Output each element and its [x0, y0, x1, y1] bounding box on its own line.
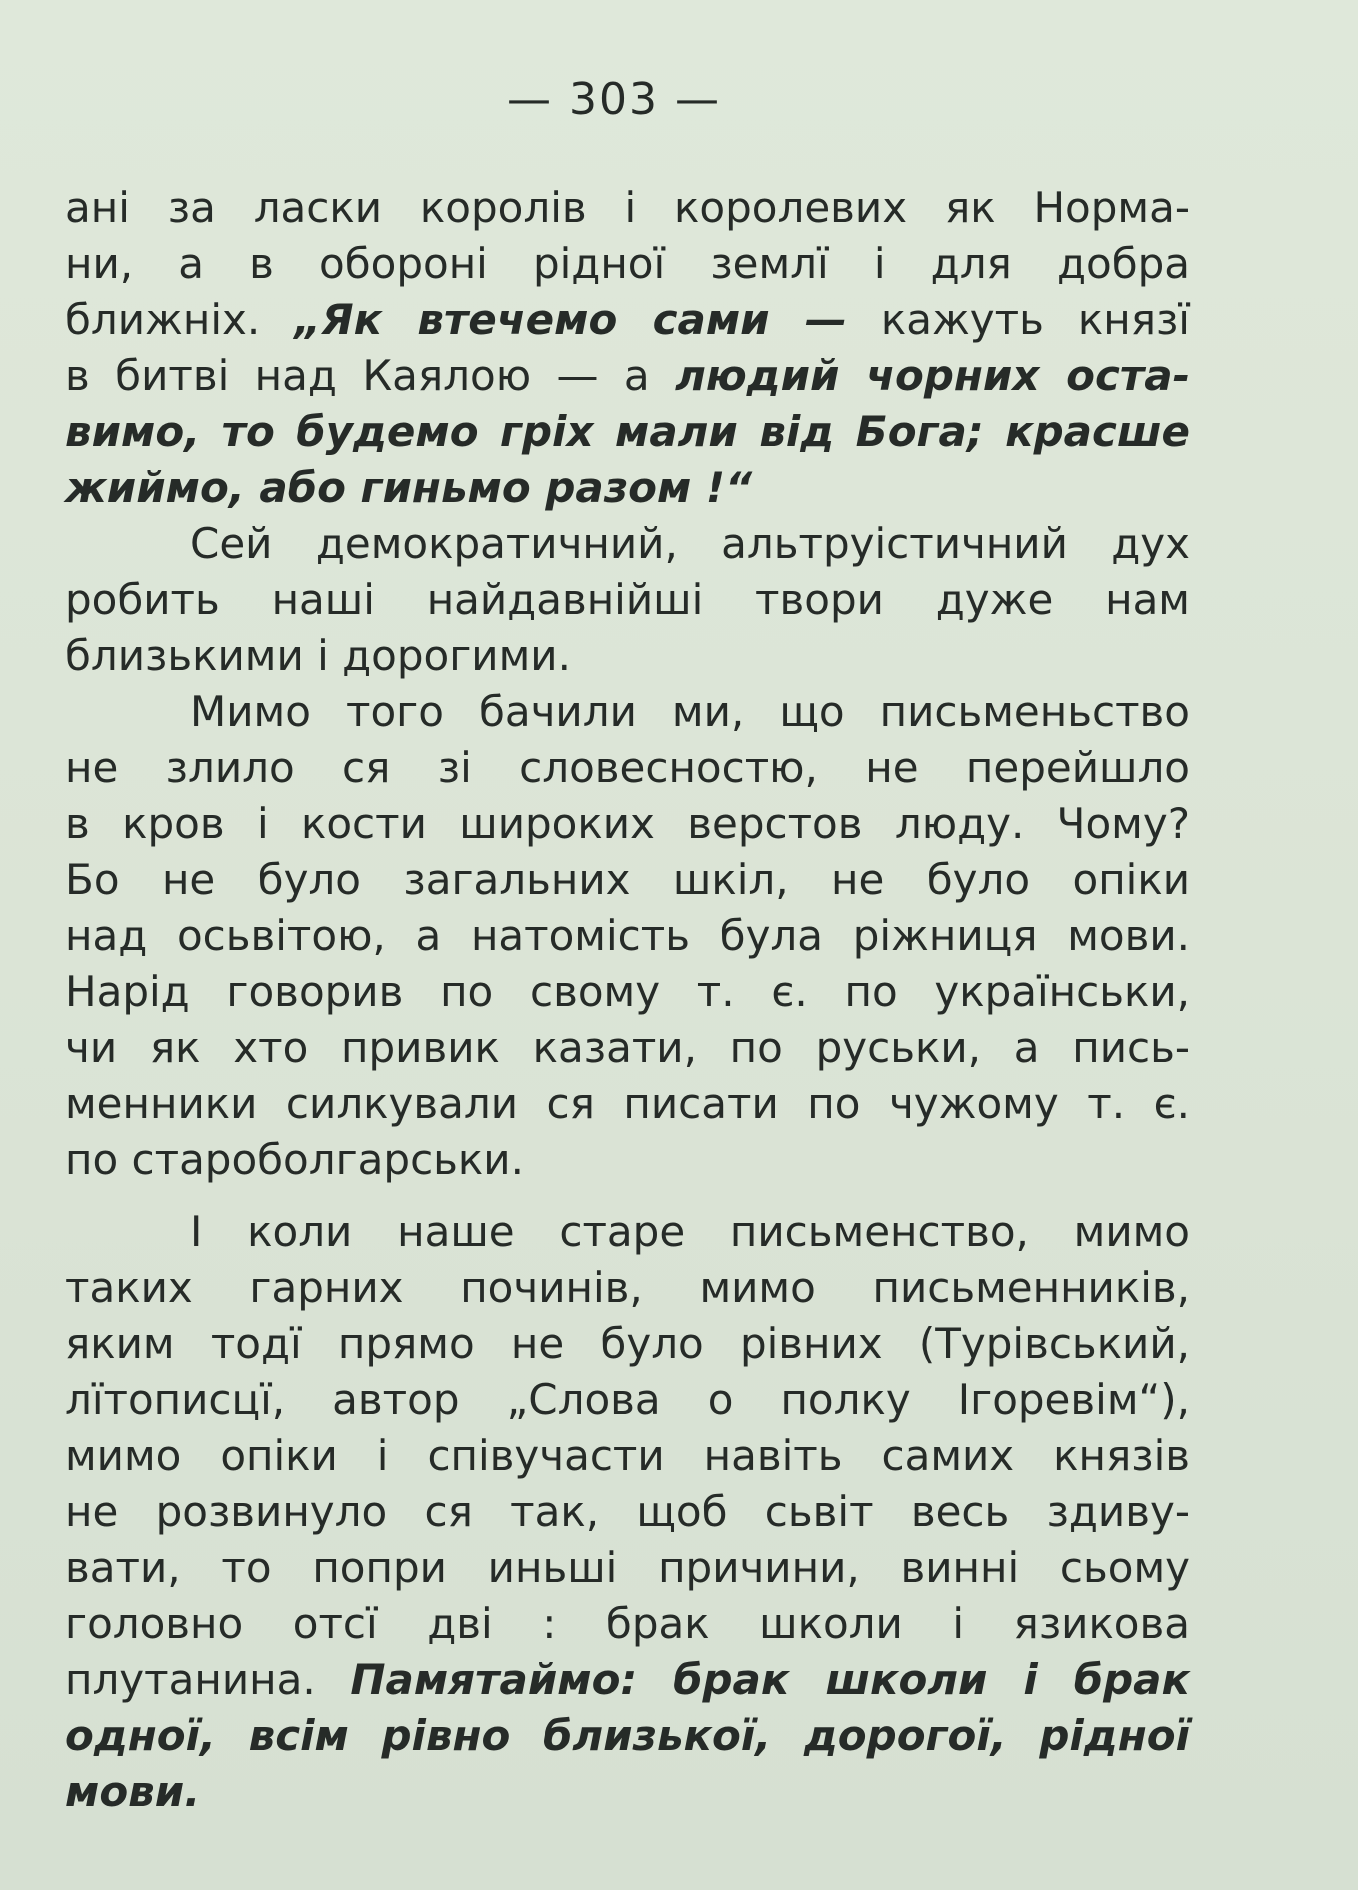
text-line: менники силкували ся писати по чужому т. є.: [65, 1079, 1190, 1128]
text-line: мимо опіки і співучасти навіть самих князів: [65, 1431, 1190, 1480]
italic-quote: людий чорних оста-: [675, 351, 1190, 400]
page-number: — 303 —: [507, 74, 721, 125]
italic-quote: Памятаймо: брак школи і брак: [350, 1655, 1190, 1704]
text-line: І коли наше старе письменство, мимо: [190, 1207, 1190, 1256]
italic-quote: „Як втечемо сами —: [294, 295, 847, 344]
text-line: плутанина. Памятаймо: брак школи і брак: [65, 1655, 1190, 1704]
text-line: Нарід говорив по свому т. є. по українськи,: [65, 967, 1190, 1016]
text-line: [65, 1708, 1190, 1764]
paragraph-4: [65, 1204, 1190, 1820]
text-line: [65, 404, 1190, 460]
text-line: лїтописцї, автор „Слова о полку Ігоревім“),: [65, 1375, 1190, 1424]
text-line: вати, то попри иньші причини, винні сьому: [65, 1543, 1190, 1592]
text-line: ані за ласки королів і королевих як Норма-: [65, 183, 1190, 232]
text-line: не злило ся зі словесностю, не перейшло: [65, 743, 1190, 792]
text-line: таких гарних починів, мимо письменників,: [65, 1263, 1190, 1312]
italic-quote: мови.: [65, 1767, 201, 1816]
italic-quote: жиймо, або гиньмо разом !“: [65, 463, 753, 512]
text-line: Бо не було загальних шкіл, не було опіки: [65, 855, 1190, 904]
text-line: в битві над Каялою — а людий чорних оста-: [65, 351, 1190, 400]
paragraph-gap: [65, 1188, 1190, 1204]
text-line: чи як хто привик казати, по руськи, а пись-: [65, 1023, 1190, 1072]
paragraph-1: [65, 180, 1190, 516]
italic-quote: одної, всім рівно близької, дорогої, рідної: [65, 1711, 1190, 1760]
text-line: над осьвітою, а натомість була ріжниця мови.: [65, 911, 1190, 960]
paragraph-3: [65, 684, 1190, 1188]
text-line: Мимо того бачили ми, що письменьство: [190, 687, 1190, 736]
text-line: [65, 460, 1190, 516]
body-text: [65, 180, 1190, 1820]
text-line: по староболгарськи.: [65, 1135, 524, 1184]
text-line: в кров і кости широких верстов люду. Чому?: [65, 799, 1190, 848]
text-line: головно отсї дві : брак школи і язикова: [65, 1599, 1190, 1648]
text-line: близькими і дорогими.: [65, 631, 571, 680]
italic-quote: вимо, то будемо гріх мали від Бога; красше: [65, 407, 1190, 456]
text-line: ближніх. „Як втечемо сами — кажуть князї: [65, 295, 1190, 344]
text-line: не розвинуло ся так, щоб сьвіт весь здиву-: [65, 1487, 1190, 1536]
text-line: яким тодї прямо не було рівних (Турівський,: [65, 1319, 1190, 1368]
paragraph-2: [65, 516, 1190, 684]
text-line: робить наші найдавнійші твори дуже нам: [65, 575, 1190, 624]
text-line: [65, 1764, 1190, 1820]
text-line: Сей демократичний, альтруістичний дух: [190, 519, 1190, 568]
text-line: ни, а в обороні рідної землї і для добра: [65, 239, 1190, 288]
